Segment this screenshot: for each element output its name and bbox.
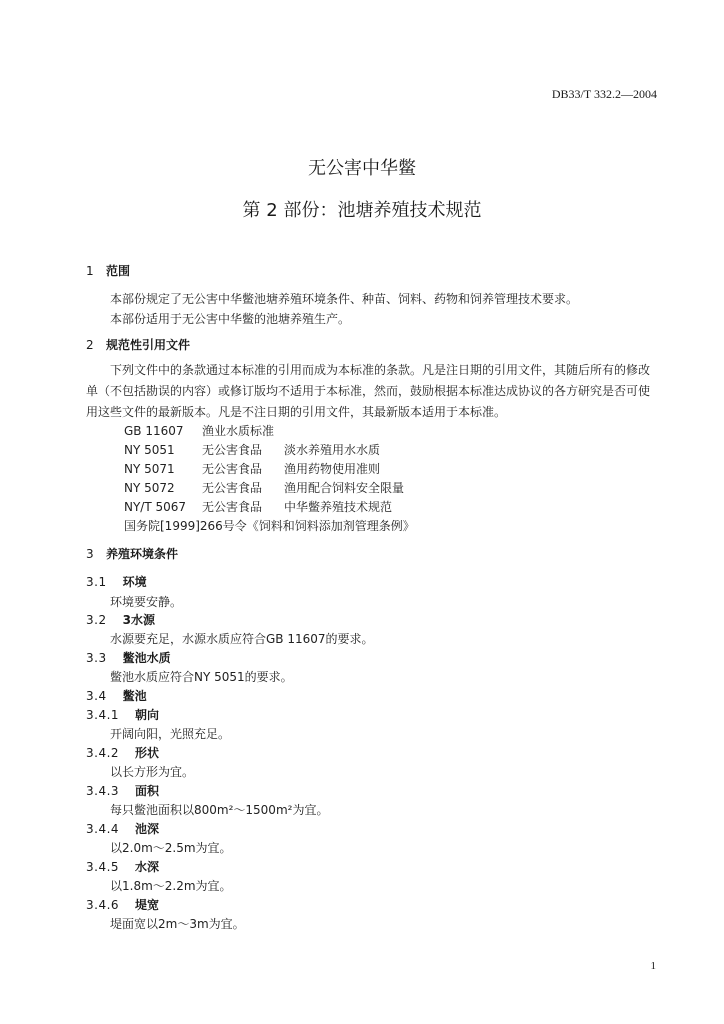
subsection-number: 3.4.5 bbox=[86, 860, 120, 874]
reference-item: 国务院[1999]266号令《饲料和饲料添加剂管理条例》 bbox=[124, 519, 415, 533]
subsection-number: 3.4.6 bbox=[86, 898, 120, 912]
reference-category: 无公害食品 bbox=[202, 481, 263, 495]
subsection-number: 3.3 bbox=[86, 651, 107, 665]
paragraph: 下列文件中的条款通过本标准的引用而成为本标准的条款。凡是注日期的引用文件，其随后所有的修改单（不包括勘误的内容）或修订版均不适用于本标准，然而，鼓励根据本标准达成协议的各方研究是否可使用这些文件的最新版本。凡是不注日期的引用文件，其最新版本适用于本标准。 bbox=[86, 363, 651, 419]
paragraph: 本部份适用于无公害中华鳖的池塘养殖生产。 bbox=[110, 312, 351, 326]
paragraph: 每只鳖池面积以800m²～1500m²为宜。 bbox=[110, 803, 329, 817]
reference-item bbox=[124, 422, 274, 439]
reference-name: 中华鳖养殖技术规范 bbox=[284, 500, 393, 514]
paragraph: 以2.0m～2.5m为宜。 bbox=[110, 841, 232, 855]
subsection-heading bbox=[86, 744, 159, 761]
subsection-title: 堤宽 bbox=[135, 898, 160, 912]
subsection-heading bbox=[86, 573, 147, 590]
subsection-number: 3.4 bbox=[86, 689, 107, 703]
reference-name: 渔用药物使用准则 bbox=[284, 462, 381, 476]
reference-code: NY 5072 bbox=[124, 481, 175, 495]
subsection-title: 鳖池水质 bbox=[122, 651, 171, 665]
paragraph: 水源要充足，水源水质应符合GB 11607的要求。 bbox=[110, 632, 374, 646]
section-heading bbox=[86, 336, 190, 353]
subsection-title: 3水源 bbox=[122, 613, 155, 627]
reference-name: 淡水养殖用水水质 bbox=[284, 443, 381, 457]
subsection-heading bbox=[86, 858, 159, 875]
subsection-number: 3.2 bbox=[86, 613, 107, 627]
paragraph: 本部份规定了无公害中华鳖池塘养殖环境条件、种苗、饲料、药物和饲养管理技术要求。 bbox=[110, 292, 579, 306]
section-heading bbox=[86, 545, 178, 562]
paragraph: 鳖池水质应符合NY 5051的要求。 bbox=[110, 670, 293, 684]
subsection-number: 3.4.3 bbox=[86, 784, 120, 798]
section-number: 1 bbox=[86, 264, 94, 278]
section-title: 范围 bbox=[106, 264, 131, 278]
subsection-title: 形状 bbox=[135, 746, 160, 760]
subsection-heading bbox=[86, 611, 155, 628]
subsection-heading bbox=[86, 706, 159, 723]
paragraph: 以长方形为宜。 bbox=[110, 765, 195, 779]
reference-code: NY/T 5067 bbox=[124, 500, 187, 514]
subsection-number: 3.1 bbox=[86, 575, 107, 589]
reference-category: 渔业水质标准 bbox=[202, 424, 275, 438]
reference-item bbox=[124, 460, 380, 477]
subsection-number: 3.4.2 bbox=[86, 746, 120, 760]
subsection-heading bbox=[86, 782, 159, 799]
reference-code: NY 5051 bbox=[124, 443, 175, 457]
subsection-title: 面积 bbox=[135, 784, 160, 798]
reference-category: 无公害食品 bbox=[202, 500, 263, 514]
subsection-heading bbox=[86, 820, 159, 837]
reference-code: NY 5071 bbox=[124, 462, 175, 476]
section-heading bbox=[86, 262, 130, 279]
document-subtitle: 第 2 部份：池塘养殖技术规范 bbox=[242, 200, 482, 221]
subsection-title: 水深 bbox=[135, 860, 160, 874]
subsection-title: 鳖池 bbox=[122, 689, 147, 703]
subsection-heading bbox=[86, 687, 147, 704]
subsection-title: 池深 bbox=[135, 822, 160, 836]
subsection-title: 环境 bbox=[122, 575, 147, 589]
reference-category: 无公害食品 bbox=[202, 462, 263, 476]
paragraph: 环境要安静。 bbox=[110, 595, 183, 609]
reference-item bbox=[124, 441, 380, 458]
reference-item bbox=[124, 498, 392, 515]
reference-item bbox=[124, 479, 404, 496]
paragraph: 开阔向阳，光照充足。 bbox=[110, 727, 231, 741]
reference-code: GB 11607 bbox=[124, 424, 184, 438]
paragraph: 堤面宽以2m～3m为宜。 bbox=[110, 917, 245, 931]
page-number: 1 bbox=[650, 960, 656, 972]
paragraph: 以1.8m～2.2m为宜。 bbox=[110, 879, 232, 893]
document-title: 无公害中华鳖 bbox=[308, 158, 416, 179]
subsection-title: 朝向 bbox=[135, 708, 160, 722]
reference-category: 无公害食品 bbox=[202, 443, 263, 457]
reference-name: 渔用配合饲料安全限量 bbox=[284, 481, 405, 495]
subsection-heading bbox=[86, 896, 159, 913]
section-title: 养殖环境条件 bbox=[106, 547, 179, 561]
subsection-number: 3.4.1 bbox=[86, 708, 120, 722]
subsection-heading bbox=[86, 649, 171, 666]
section-number: 3 bbox=[86, 547, 94, 561]
section-title: 规范性引用文件 bbox=[106, 338, 191, 352]
subsection-number: 3.4.4 bbox=[86, 822, 120, 836]
standard-code: DB33/T 332.2—2004 bbox=[551, 87, 657, 101]
section-number: 2 bbox=[86, 338, 94, 352]
